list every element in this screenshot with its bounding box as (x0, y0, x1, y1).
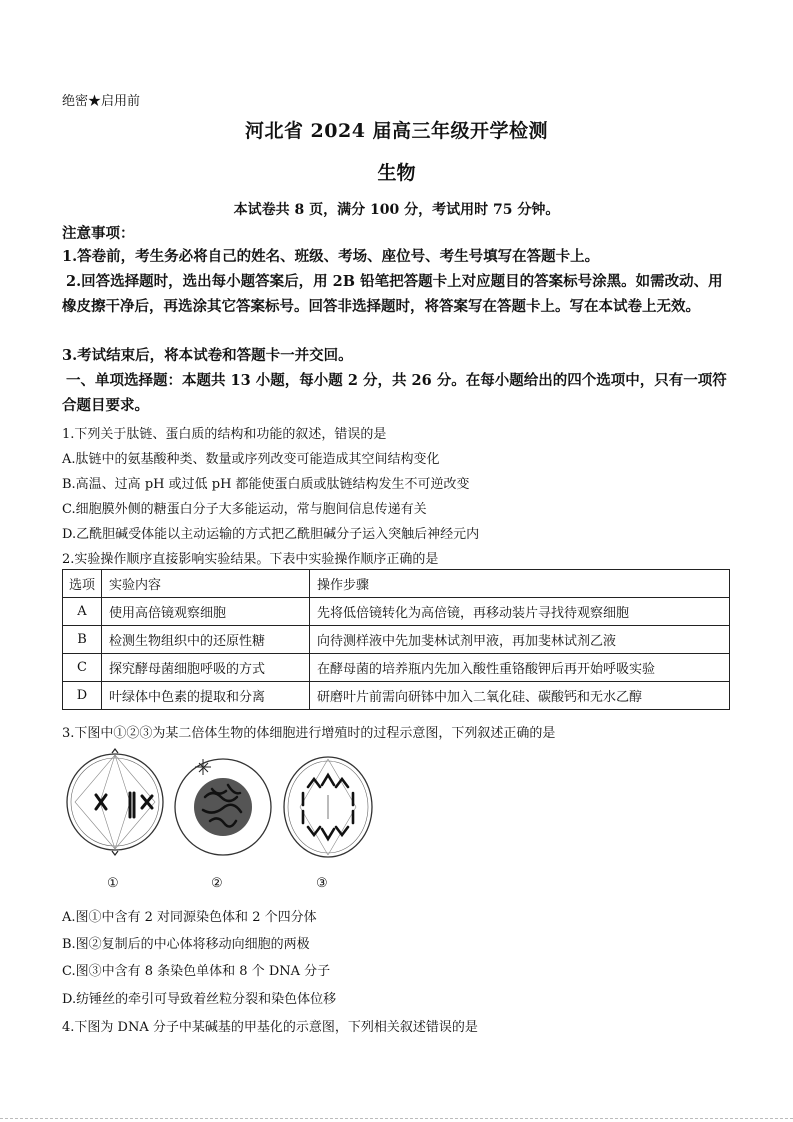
note-item-3: 3.考试结束后，将本试卷和答题卡一并交回。 (62, 347, 353, 364)
table-cell: 先将低倍镜转化为高倍镜，再移动装片寻找待观察细胞 (310, 598, 730, 626)
table-cell: C (63, 654, 102, 682)
cell-2-prophase (175, 759, 271, 855)
table-row (63, 626, 730, 654)
subject-title: 生物 (377, 162, 416, 184)
cell-division-figure (60, 745, 400, 895)
q3-option-a: A.图①中含有 2 对同源染色体和 2 个四分体 (62, 910, 317, 925)
exam-title: 河北省 2024 届高三年级开学检测 (244, 120, 549, 142)
q3-stem: 3.下图中①②③为某二倍体生物的体细胞进行增殖时的过程示意图，下列叙述正确的是 (62, 726, 556, 741)
q1-option-b: B.高温、过高 pH 或过低 pH 都能使蛋白质或肽链结构发生不可逆改变 (62, 477, 470, 492)
q3-option-b: B.图②复制后的中心体将移动向细胞的两极 (62, 937, 310, 952)
cell-3-anaphase (284, 757, 372, 857)
experiment-table (62, 569, 730, 710)
table-row (63, 598, 730, 626)
table-header-steps: 操作步骤 (310, 570, 730, 598)
table-cell: 向待测样液中先加斐林试剂甲液，再加斐林试剂乙液 (310, 626, 730, 654)
q1-stem: 1.下列关于肽链、蛋白质的结构和功能的叙述，错误的是 (62, 427, 387, 442)
q1-option-c: C.细胞膜外侧的糖蛋白分子大多能运动，常与胞间信息传递有关 (62, 502, 427, 517)
q2-stem: 2.实验操作顺序直接影响实验结果。下表中实验操作顺序正确的是 (62, 552, 439, 567)
table-cell: A (63, 598, 102, 626)
table-row (63, 654, 730, 682)
figure-label-1: ① (107, 876, 119, 891)
q3-option-c: C.图③中含有 8 条染色单体和 8 个 DNA 分子 (62, 964, 331, 979)
table-cell: 使用高倍镜观察细胞 (102, 598, 310, 626)
cell-1-metaphase (67, 749, 163, 855)
note-item-2: 2.回答选择题时，选出每小题答案后，用 2B 铅笔把答题卡上对应题目的答案标号涂黑。如需改动、用橡皮擦干净后，再选涂其它答案标号。回答非选择题时，将答案写在答题卡上。写在本试卷上无效。 (62, 273, 723, 315)
confidential-mark: 绝密★启用前 (62, 94, 141, 109)
page-bottom-divider (0, 1118, 793, 1119)
table-header-row (63, 570, 730, 598)
exam-info: 本试卷共 8 页，满分 100 分，考试用时 75 分钟。 (233, 202, 560, 218)
table-cell: 在酵母菌的培养瓶内先加入酸性重铬酸钾后再开始呼吸实验 (310, 654, 730, 682)
notes-heading: 注意事项： (62, 225, 135, 242)
q1-option-d: D.乙酰胆碱受体能以主动运输的方式把乙酰胆碱分子运入突触后神经元内 (62, 527, 480, 542)
table-cell: 探究酵母菌细胞呼吸的方式 (102, 654, 310, 682)
table-row (63, 682, 730, 710)
section-heading: 一、单项选择题：本题共 13 小题，每小题 2 分，共 26 分。在每小题给出的四个选项中，只有一项符合题目要求。 (62, 372, 727, 414)
figure-label-2: ② (211, 876, 223, 891)
table-cell: B (63, 626, 102, 654)
q1-option-a: A.肽链中的氨基酸种类、数量或序列改变可能造成其空间结构变化 (62, 452, 440, 467)
table-header-content: 实验内容 (102, 570, 310, 598)
table-cell: 研磨叶片前需向研钵中加入二氧化硅、碳酸钙和无水乙醇 (310, 682, 730, 710)
table-cell: 叶绿体中色素的提取和分离 (102, 682, 310, 710)
figure-label-3: ③ (316, 876, 328, 891)
table-cell: 检测生物组织中的还原性糖 (102, 626, 310, 654)
note-item-1: 1.答卷前，考生务必将自己的姓名、班级、考场、座位号、考生号填写在答题卡上。 (62, 248, 600, 265)
q4-stem: 4.下图为 DNA 分子中某碱基的甲基化的示意图，下列相关叙述错误的是 (62, 1020, 478, 1035)
table-header-option: 选项 (63, 570, 102, 598)
q3-option-d: D.纺锤丝的牵引可导致着丝粒分裂和染色体位移 (62, 992, 337, 1007)
table-cell: D (63, 682, 102, 710)
